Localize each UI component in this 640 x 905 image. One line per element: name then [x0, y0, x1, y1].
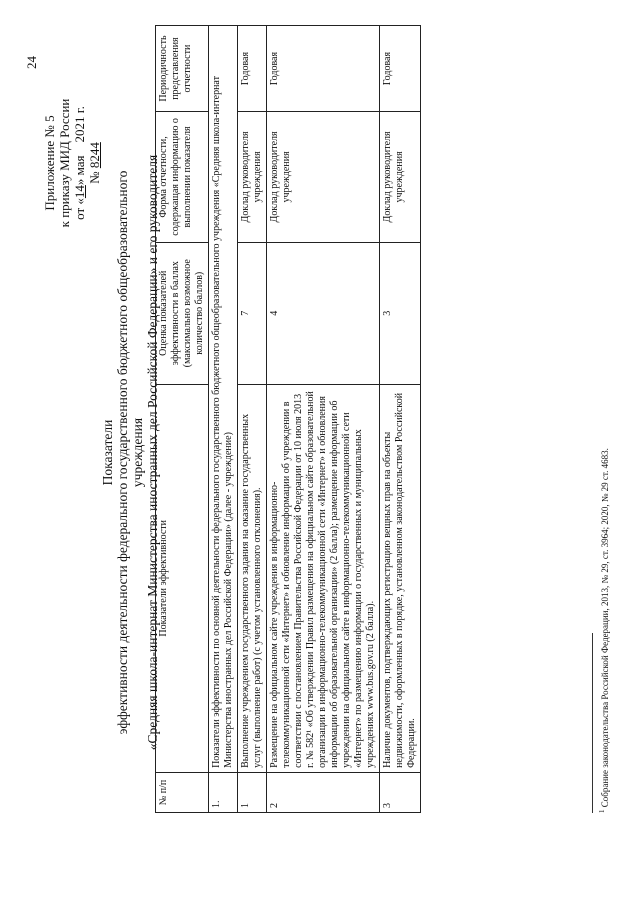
- row-form: Доклад руководителя учреждения: [238, 112, 267, 243]
- row-name: Наличие документов, подтверждающих регистрацию вещных прав на объекты недвижимости, оформленных в порядке, установленном законодательством Российской Федерации.: [380, 384, 421, 772]
- header-form: Форма отчетности, содержащая информацию о выполнении показателя: [156, 112, 209, 243]
- footnote-mark: 1: [598, 809, 606, 813]
- header-score: Оценка показателей эффективности в баллах (максимально возможное количество баллов): [156, 242, 209, 384]
- row-name: Размещение на официальном сайте учреждения в информационно-телекоммуникационной сети «Интернет» и обновление информации об учреждении в соответствии с постановлением Правительства Российской Федерации от 10 июля 2013 г. № 582¹ «Об утверждении Правил размещения на официальном сайте образовательной организации в информационно-телекоммуникационной сети «Интернет» и обновления информации об образовательной организации» (2 балла); размещение информации об учреждении на официальном сайте в информационно-телекоммуникационной сети «Интернет» по размещению информации о государственных и муниципальных учреждениях www.bus.gov.ru (2 балла).: [267, 384, 380, 772]
- footnote: [598, 448, 610, 813]
- appendix-date-year: 2021 г.: [72, 106, 87, 143]
- row-period: Годовая: [238, 26, 267, 112]
- appendix-number: № 8244: [87, 142, 102, 184]
- row-name: Выполнение учреждением государственного задания на оказание государственных услуг (выполнение работ) (с учетом установленного отклонения).: [238, 384, 267, 772]
- row-period: Годовая: [380, 26, 421, 112]
- appendix-number-value: 8244: [87, 142, 102, 169]
- appendix-date: от «14» мая 2021 г.: [72, 106, 87, 220]
- title-line-3: «Средняя школа-интернат Министерства иностранных дел Российской Федерации» и его руководителя: [145, 154, 160, 751]
- title-line-2: эффективности деятельности федерального государственного бюджетного общеобразовательного учреждения: [115, 170, 145, 735]
- section-title: Показатели эффективности по основной деятельности федерального государственного бюджетного общеобразовательного учреждения «Средняя школа-интернат Министерства иностранных дел Российской Федерации» (далее - учреждение): [209, 26, 238, 773]
- row-num: 3: [380, 772, 421, 812]
- appendix-block: [42, 48, 102, 278]
- section-row: [209, 26, 238, 813]
- header-num: № п/п: [156, 772, 209, 812]
- row-score: 3: [380, 242, 421, 384]
- appendix-title: Приложение № 5: [42, 115, 57, 211]
- row-form: Доклад руководителя учреждения: [267, 112, 380, 243]
- table-header-row: [156, 26, 209, 813]
- row-score: 4: [267, 242, 380, 384]
- section-num: 1.: [209, 772, 238, 812]
- row-period: Годовая: [267, 26, 380, 112]
- table-row: [380, 26, 421, 813]
- page-number: 24: [24, 56, 39, 69]
- row-num: 1: [238, 772, 267, 812]
- row-form: Доклад руководителя учреждения: [380, 112, 421, 243]
- footnote-text: Собрание законодательства Российской Федерации, 2013, № 29, ст. 3964; 2020, № 29 ст. 4683.: [600, 448, 610, 808]
- header-name: Показатели эффективности: [156, 384, 209, 772]
- document-title: [100, 150, 160, 755]
- appendix-date-day: 14: [72, 185, 87, 199]
- row-num: 2: [267, 772, 380, 812]
- footnote-divider: [592, 633, 593, 813]
- title-line-1: Показатели: [100, 419, 115, 486]
- table-row: [238, 26, 267, 813]
- indicators-table: [155, 25, 421, 813]
- row-score: 7: [238, 242, 267, 384]
- table-row: [267, 26, 380, 813]
- appendix-order-ref: к приказу МИД России: [57, 98, 72, 228]
- header-period: Периодичность представления отчетности: [156, 26, 209, 112]
